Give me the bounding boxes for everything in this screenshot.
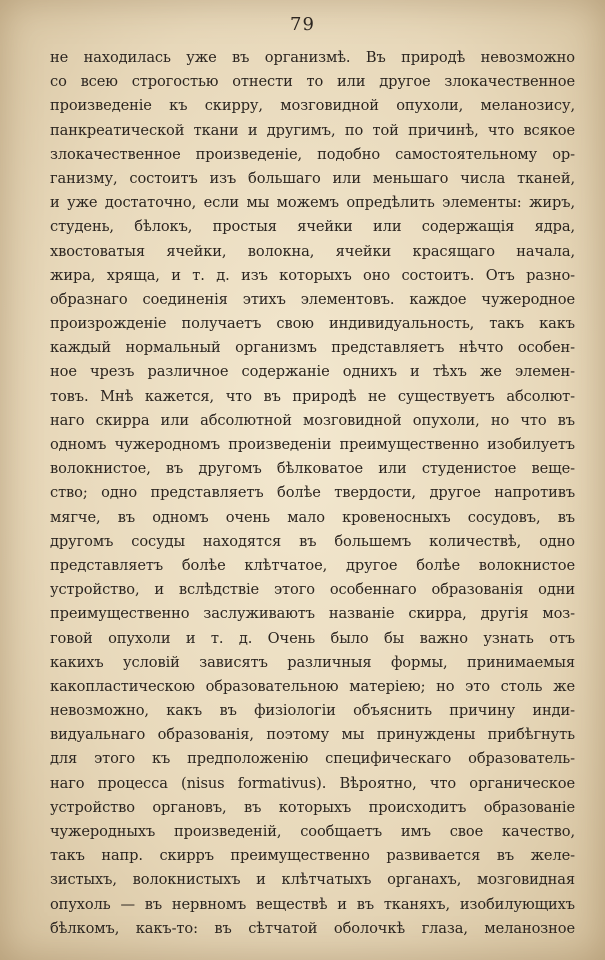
text-line: не находилась уже въ организмѣ. Въ природѣ невозможно: [50, 49, 575, 66]
page-number: 79: [290, 14, 315, 35]
text-line: злокачественное произведеніе, подобно самостоятельному ор-: [50, 145, 575, 163]
text-line: опухоль — въ нервномъ веществѣ и въ тканяхъ, изобилующихъ: [50, 895, 575, 913]
text-line: невозможно, какъ въ физіологіи объяснить причину инди-: [50, 702, 575, 720]
text-line: такъ напр. скирръ преимущественно развивается въ желе-: [50, 847, 575, 865]
text-line: одномъ чужеродномъ произведеніи преимущественно изобилуетъ: [50, 436, 575, 453]
text-line: преимущественно заслуживаютъ названіе скирра, другія моз-: [50, 605, 575, 623]
body-text: [50, 46, 575, 941]
text-line: ное чрезъ различное содержаніе однихъ и тѣхъ же элемен-: [50, 363, 575, 381]
text-line: зистыхъ, волокнистыхъ и клѣтчатыхъ органахъ, мозговидная: [50, 871, 575, 889]
text-line: панкреатической ткани и другимъ, по той причинѣ, что всякое: [50, 121, 575, 139]
text-line: образнаго соединенія этихъ элементовъ. каждое чужеродное: [50, 290, 575, 308]
text-line: другомъ сосуды находятся въ большемъ количествѣ, одно: [50, 532, 575, 550]
text-line: мягче, въ одномъ очень мало кровеносныхъ сосудовъ, въ: [50, 508, 575, 526]
text-line: устройство органовъ, въ которыхъ происходитъ образованіе: [50, 798, 575, 816]
text-line: произведеніе къ скирру, мозговидной опухоли, меланозису,: [50, 97, 575, 115]
text-line: и уже достаточно, если мы можемъ опредѣлить элементы: жиръ,: [50, 194, 575, 212]
text-line: какихъ условій зависятъ различныя формы, принимаемыя: [50, 653, 575, 671]
text-line: студень, бѣлокъ, простыя ячейки или содержащія ядра,: [50, 218, 575, 236]
text-line: со всею строгостью отнести то или другое злокачественное: [50, 73, 575, 91]
text-line: бѣлкомъ, какъ-то: въ сѣтчатой оболочкѣ глаза, меланозное: [50, 919, 575, 937]
text-line: представляетъ болѣе клѣтчатое, другое болѣе волокнистое: [50, 556, 575, 574]
text-line: ство; одно представляетъ болѣе твердости, другое напротивъ: [50, 484, 575, 502]
text-line: волокнистое, въ другомъ бѣлковатое или студенистое веще-: [50, 460, 575, 478]
text-line: каждый нормальный организмъ представляетъ нѣчто особен-: [50, 339, 575, 357]
text-line: какопластическою образовательною матеріею; но это столь же: [50, 677, 575, 695]
text-line: ганизму, состоитъ изъ большаго или меньшаго числа тканей,: [50, 169, 575, 187]
text-line: чужеродныхъ произведеній, сообщаетъ имъ свое качество,: [50, 823, 575, 840]
text-line: устройство, и вслѣдствіе этого особеннаго образованія одни: [50, 581, 575, 599]
text-line: говой опухоли и т. д. Очень было бы важно узнать отъ: [50, 629, 575, 647]
text-line: наго процесса (nisus formativus). Вѣроятно, что органическое: [50, 774, 575, 792]
text-line: видуальнаго образованія, поэтому мы принуждены прибѣгнуть: [50, 726, 575, 744]
text-line: товъ. Мнѣ кажется, что въ природѣ не существуетъ абсолют-: [50, 387, 575, 405]
text-line: жира, хряща, и т. д. изъ которыхъ оно состоитъ. Отъ разно-: [50, 266, 575, 284]
text-line: хвостоватыя ячейки, волокна, ячейки красящаго начала,: [50, 242, 575, 260]
text-line: для этого къ предположенію специфическаго образователь-: [50, 750, 575, 768]
text-line: наго скирра или абсолютной мозговидной опухоли, но что въ: [50, 411, 575, 429]
text-line: произрожденіе получаетъ свою индивидуальность, такъ какъ: [50, 315, 575, 333]
